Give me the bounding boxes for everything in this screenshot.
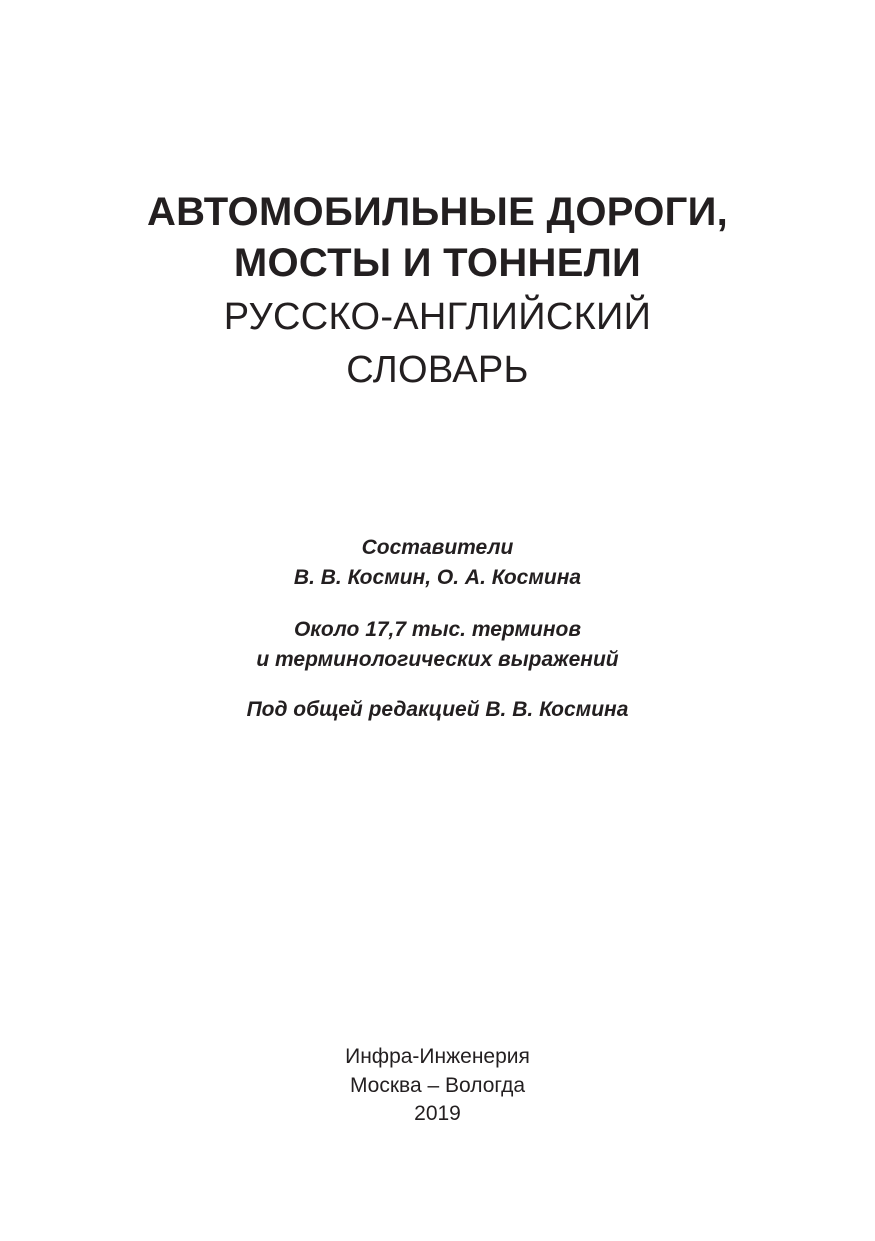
compilers-names: В. В. Космин, О. А. Космина bbox=[293, 566, 582, 589]
publisher-name: Инфра-Инженерия bbox=[345, 1045, 530, 1068]
terms-count-line-2: и терминологических выражений bbox=[256, 648, 619, 671]
title-line-2: МОСТЫ И ТОННЕЛИ bbox=[233, 241, 642, 285]
editor-line: Под общей редакцией В. В. Космина bbox=[246, 698, 629, 721]
title-line-1: АВТОМОБИЛЬНЫЕ ДОРОГИ, bbox=[146, 190, 729, 234]
compilers-label: Составители bbox=[361, 536, 514, 559]
publication-year: 2019 bbox=[414, 1102, 461, 1125]
subtitle-line-2: СЛОВАРЬ bbox=[346, 349, 529, 391]
publication-cities: Москва – Вологда bbox=[349, 1074, 526, 1097]
terms-count-line-1: Около 17,7 тыс. терминов bbox=[293, 618, 582, 641]
subtitle-line-1: РУССКО-АНГЛИЙСКИЙ bbox=[223, 296, 652, 338]
